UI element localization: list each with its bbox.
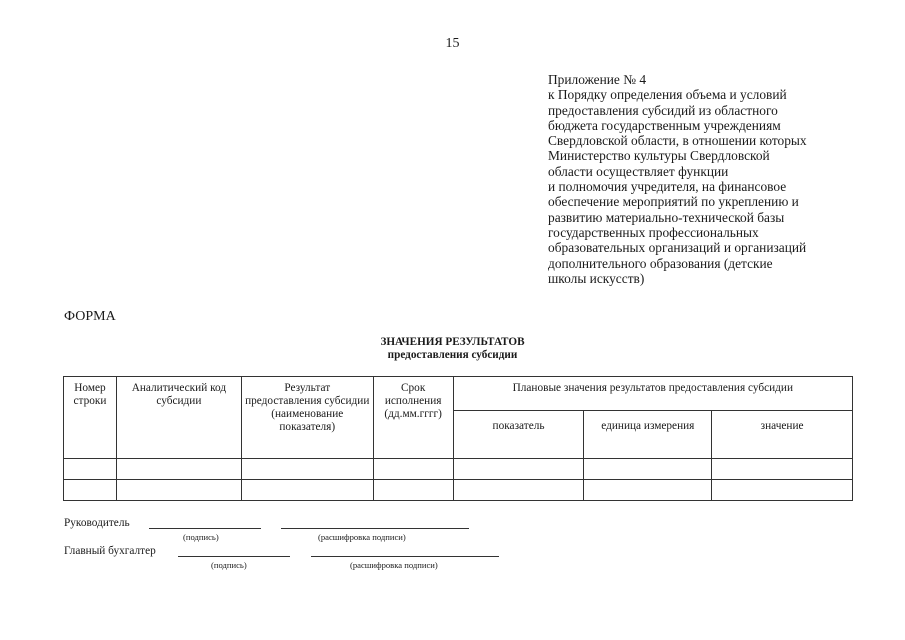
results-table xyxy=(63,376,853,501)
head-decoding-line[interactable] xyxy=(281,528,469,529)
table-cell[interactable] xyxy=(373,480,453,501)
appendix-line: образовательных организаций и организаций xyxy=(548,240,807,256)
title-line-main: ЗНАЧЕНИЯ РЕЗУЛЬТАТОВ xyxy=(380,336,525,348)
table-row xyxy=(64,480,853,501)
table-cell[interactable] xyxy=(116,459,241,480)
header-row-number: Номер строки xyxy=(64,377,117,459)
appendix-line: школы искусств) xyxy=(548,270,645,286)
appendix-line: бюджета государственным учреждениям xyxy=(548,117,781,133)
appendix-line: дополнительного образования (детские xyxy=(548,255,773,271)
accountant-signature-line[interactable] xyxy=(178,556,290,557)
header-deadline: Срок исполнения (дд.мм.гггг) xyxy=(373,377,453,459)
header-analytic-code: Аналитический код субсидии xyxy=(116,377,241,459)
accountant-decoding-line[interactable] xyxy=(311,556,499,557)
header-result: Результат предоставления субсидии (наименование показателя) xyxy=(241,377,373,459)
appendix-line: области осуществляет функции xyxy=(548,163,729,179)
table-cell[interactable] xyxy=(116,480,241,501)
appendix-line: развитию материально-технической базы xyxy=(548,209,785,225)
table-cell[interactable] xyxy=(241,459,373,480)
header-planned-values: Плановые значения результатов предоставления субсидии xyxy=(453,377,852,411)
appendix-block xyxy=(548,72,868,286)
table-cell[interactable] xyxy=(241,480,373,501)
table-cell[interactable] xyxy=(64,480,117,501)
head-label: Руководитель xyxy=(64,517,130,529)
accountant-signature-caption: (подпись) xyxy=(211,560,247,570)
head-decoding-caption: (расшифровка подписи) xyxy=(318,532,406,542)
head-signature-line[interactable] xyxy=(149,528,261,529)
header-indicator: показатель xyxy=(453,411,584,459)
appendix-line: Приложение № 4 xyxy=(548,72,647,87)
header-value: значение xyxy=(712,411,853,459)
table-row xyxy=(64,459,853,480)
table-cell[interactable] xyxy=(373,459,453,480)
appendix-line: обеспечение мероприятий по укреплению и xyxy=(548,194,799,210)
accountant-decoding-caption: (расшифровка подписи) xyxy=(350,560,438,570)
accountant-label: Главный бухгалтер xyxy=(64,545,156,557)
page-number: 15 xyxy=(445,36,460,51)
head-signature-caption: (подпись) xyxy=(183,532,219,542)
table-cell[interactable] xyxy=(64,459,117,480)
table-cell[interactable] xyxy=(584,459,712,480)
table-cell[interactable] xyxy=(712,459,853,480)
document-title xyxy=(0,336,905,362)
appendix-line: предоставления субсидий из областного xyxy=(548,102,778,118)
appendix-line: к Порядку определения объема и условий xyxy=(548,87,787,103)
appendix-line: Министерство культуры Свердловской xyxy=(548,148,770,164)
appendix-line: государственных профессиональных xyxy=(548,224,759,240)
title-line-sub: предоставления субсидии xyxy=(387,349,518,361)
table-cell[interactable] xyxy=(453,480,584,501)
form-label: ФОРМА xyxy=(64,309,116,324)
appendix-line: Свердловской области, в отношении которых xyxy=(548,133,807,149)
table-cell[interactable] xyxy=(712,480,853,501)
header-unit: единица измерения xyxy=(584,411,712,459)
table-header-row xyxy=(64,377,853,411)
appendix-line: и полномочия учредителя, на финансовое xyxy=(548,179,787,195)
table-cell[interactable] xyxy=(584,480,712,501)
table-cell[interactable] xyxy=(453,459,584,480)
